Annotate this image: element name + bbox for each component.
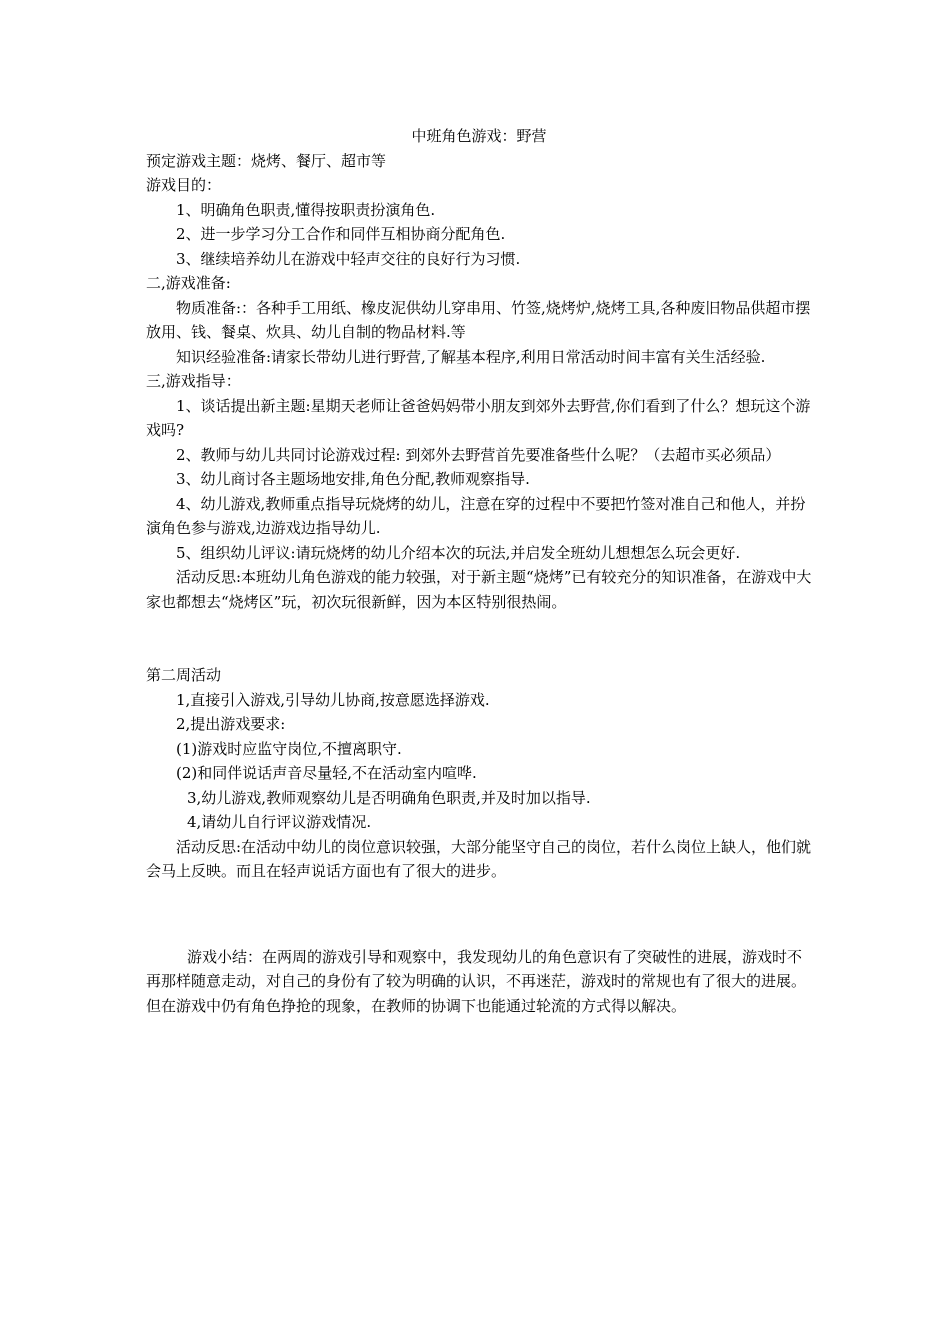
guide-heading: 三,游戏指导： xyxy=(146,372,241,390)
prep-material: 物质准备:：各种手工用纸、橡皮泥供幼儿穿串用、竹签,烧烤炉,烧烤工具,各种废旧物品供超市摆放用、钱、餐桌、炊具、幼儿自制的物品材料.等 xyxy=(146,298,811,341)
document-body xyxy=(146,124,812,1018)
prep-knowledge: 知识经验准备:请家长带幼儿进行野营,了解基本程序,利用日常活动时间丰富有关生活经验. xyxy=(176,347,766,366)
week2-item: 2,提出游戏要求: xyxy=(176,715,286,733)
theme-line: 预定游戏主题：烧烤、餐厅、超市等 xyxy=(146,151,387,170)
guide-item: 4、幼儿游戏,教师重点指导玩烧烤的幼儿，注意在穿的过程中不要把竹签对准自己和他人，并扮演角色参与游戏,边游戏边指导幼儿. xyxy=(146,494,806,537)
week2-item: (2)和同伴说话声音尽量轻,不在活动室内喧哗. xyxy=(176,764,477,782)
spacer xyxy=(146,884,812,945)
guide-item: 3、幼儿商讨各主题场地安排,角色分配,教师观察指导. xyxy=(176,470,530,488)
prep-heading: 二,游戏准备: xyxy=(146,274,231,292)
week2-heading: 第二周活动 xyxy=(146,666,222,684)
reflection-paragraph: 活动反思:本班幼儿角色游戏的能力较强，对于新主题“烧烤”已有较充分的知识准备，在游戏中大家也都想去“烧烤区”玩，初次玩很新鲜，因为本区特别很热闹。 xyxy=(146,568,812,611)
goal-item: 3、继续培养幼儿在游戏中轻声交往的良好行为习惯. xyxy=(176,249,521,268)
week2-item: 4,请幼儿自行评议游戏情况. xyxy=(187,813,372,831)
document-title: 中班角色游戏：野营 xyxy=(411,127,547,145)
guide-item: 5、组织幼儿评议:请玩烧烤的幼儿介绍本次的玩法,并启发全班幼儿想想怎么玩会更好. xyxy=(176,543,741,562)
summary-paragraph: 游戏小结：在两周的游戏引导和观察中，我发现幼儿的角色意识有了突破性的进展，游戏时不再那样随意走动，对自己的身份有了较为明确的认识，不再迷茫，游戏时的常规也有了很大的进展。但在游戏中仍有角色挣抢的现象，在教师的协调下也能通过轮流的方式得以解决。 xyxy=(146,947,807,1015)
spacer xyxy=(146,614,812,663)
week2-item: 3,幼儿游戏,教师观察幼儿是否明确角色职责,并及时加以指导. xyxy=(187,788,591,807)
week2-item: 1,直接引入游戏,引导幼儿协商,按意愿选择游戏. xyxy=(176,690,490,709)
week2-reflection: 活动反思:在活动中幼儿的岗位意识较强，大部分能坚守自己的岗位，若什么岗位上缺人，他们就会马上反映。而且在轻声说话方面也有了很大的进步。 xyxy=(146,837,812,880)
week2-item: (1)游戏时应监守岗位,不擅离职守. xyxy=(176,739,402,758)
goals-heading: 游戏目的： xyxy=(146,176,222,194)
guide-item: 2、教师与幼儿共同讨论游戏过程: 到郊外去野营首先要准备些什么呢？（去超市买必须品） xyxy=(176,445,781,464)
goal-item: 2、进一步学习分工合作和同伴互相协商分配角色. xyxy=(176,225,506,243)
goal-item: 1、明确角色职责,懂得按职责扮演角色. xyxy=(176,200,436,219)
guide-item: 1、谈话提出新主题:星期天老师让爸爸妈妈带小朋友到郊外去野营,你们看到了什么？想玩这个游戏吗? xyxy=(146,396,811,439)
